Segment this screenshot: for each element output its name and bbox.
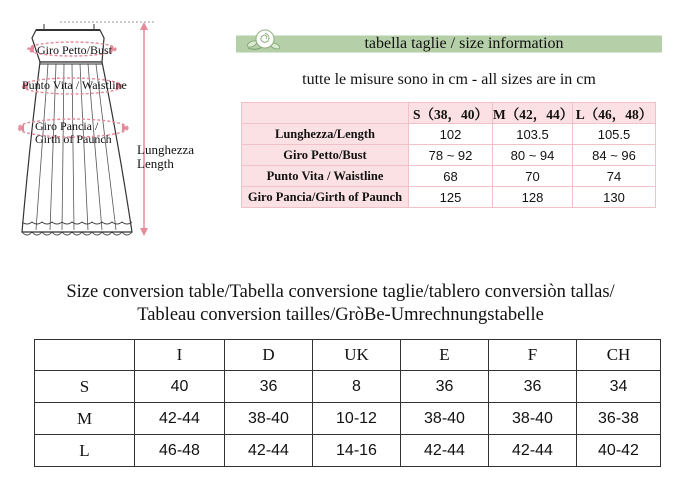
table-cell: 70 [493, 166, 573, 187]
table-cell: 14-16 [313, 435, 401, 467]
paunch-label [35, 120, 112, 146]
table-cell: 38-40 [401, 403, 489, 435]
column-header-ch: CH [577, 340, 661, 371]
table-cell: 74 [573, 166, 656, 187]
table-cell: 42-44 [401, 435, 489, 467]
conversion-title [0, 281, 681, 327]
table-row [242, 124, 656, 145]
table-cell: 125 [409, 187, 493, 208]
row-label-size-s: S [35, 371, 135, 403]
table-row [35, 403, 661, 435]
table-cell: 42-44 [489, 435, 577, 467]
table-cell: 42-44 [135, 403, 225, 435]
table-cell: 40 [135, 371, 225, 403]
table-cell: 36 [401, 371, 489, 403]
table-cell: 10-12 [313, 403, 401, 435]
row-label-waistline: Punto Vita / Waistline [242, 166, 409, 187]
row-label-length: Lunghezza/Length [242, 124, 409, 145]
table-cell: 78 ~ 92 [409, 145, 493, 166]
row-label-size-l: L [35, 435, 135, 467]
conversion-title-line1: Size conversion table/Tabella conversione taglie/tablero conversiòn tallas/ [66, 282, 615, 302]
row-label-bust: Giro Petto/Bust [242, 145, 409, 166]
table-cell: 128 [493, 187, 573, 208]
conversion-title-line2: Tableau conversion tailles/GròBe-Umrechnungstabelle [137, 305, 544, 325]
column-header-d: D [225, 340, 313, 371]
table-cell: 84 ~ 96 [573, 145, 656, 166]
measurement-corner-cell [242, 103, 409, 124]
measurement-header-row [242, 103, 656, 124]
table-cell: 105.5 [573, 124, 656, 145]
paunch-label-line1: Giro Pancia / [35, 119, 99, 133]
table-row [242, 187, 656, 208]
table-cell: 36 [225, 371, 313, 403]
column-header-i: I [135, 340, 225, 371]
size-conversion-table [34, 339, 661, 467]
table-cell: 36-38 [577, 403, 661, 435]
column-header-f: F [489, 340, 577, 371]
column-header-e: E [401, 340, 489, 371]
table-cell: 40-42 [577, 435, 661, 467]
length-label [137, 143, 194, 171]
bust-label: Giro Petto/Bust [37, 43, 113, 57]
column-header-s: S（38，40） [409, 103, 493, 124]
dress-diagram [0, 0, 230, 250]
table-cell: 38-40 [225, 403, 313, 435]
table-cell: 130 [573, 187, 656, 208]
length-label-line1: Lunghezza [137, 142, 195, 157]
measurement-table [241, 102, 656, 208]
units-note: tutte le misure sono in cm - all sizes are in cm [302, 71, 596, 88]
table-cell: 103.5 [493, 124, 573, 145]
table-cell: 80 ~ 94 [493, 145, 573, 166]
length-label-line2: Length [137, 156, 174, 171]
column-header-m: M（42，44） [493, 103, 573, 124]
table-row [35, 435, 661, 467]
row-label-size-m: M [35, 403, 135, 435]
paunch-label-line2: Girth of Paunch [35, 132, 112, 146]
row-label-paunch: Giro Pancia/Girth of Paunch [242, 187, 409, 208]
table-cell: 42-44 [225, 435, 313, 467]
table-cell: 8 [313, 371, 401, 403]
waistline-label: Punto Vita / Waistline [22, 78, 127, 92]
column-header-uk: UK [313, 340, 401, 371]
conversion-header-row [35, 340, 661, 371]
column-header-l: L（46，48） [573, 103, 656, 124]
conversion-corner-cell [35, 340, 135, 371]
size-information-title: tabella taglie / size information [364, 35, 564, 52]
table-row [242, 166, 656, 187]
table-cell: 102 [409, 124, 493, 145]
size-information-header [236, 32, 662, 56]
table-row [242, 145, 656, 166]
table-cell: 68 [409, 166, 493, 187]
table-cell: 38-40 [489, 403, 577, 435]
table-cell: 34 [577, 371, 661, 403]
table-row [35, 371, 661, 403]
table-cell: 46-48 [135, 435, 225, 467]
table-cell: 36 [489, 371, 577, 403]
